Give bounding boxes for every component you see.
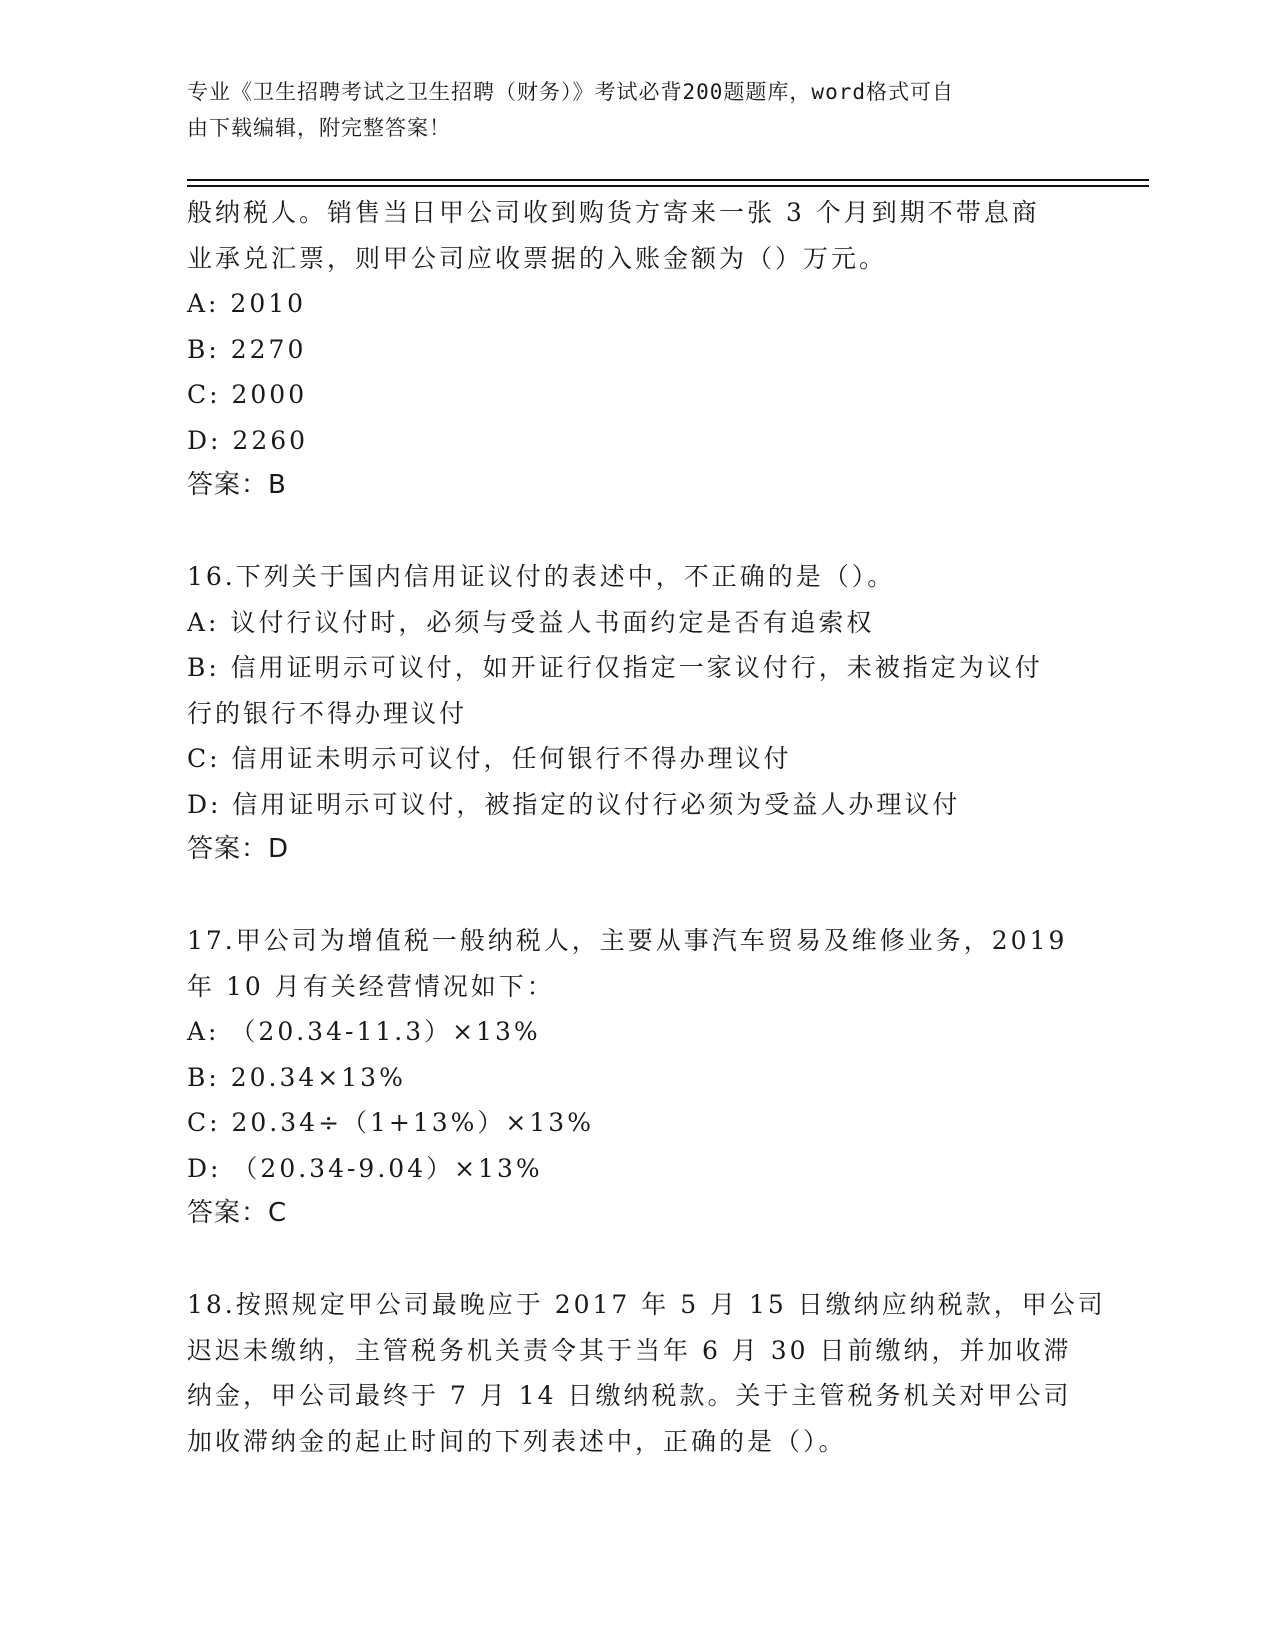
option-a: A: （20.34-11.3）×13% [187,1017,541,1046]
option-b: B: 20.34×13% [187,1062,406,1092]
question-stem-line: 业承兑汇票，则甲公司应收票据的入账金额为（）万元。 [187,243,888,273]
option-c: C: 2000 [187,380,308,409]
header-title-line-1: 专业《卫生招聘考试之卫生招聘（财务）》考试必背200题题库，word格式可自 [187,80,954,104]
option-a: A: 2010 [187,289,307,318]
answer-line: 答案：D [187,834,290,864]
answer-line: 答案：C [187,1198,288,1228]
question-stem-line: 般纳税人。销售当日甲公司收到购货方寄来一张 3 个月到期不带息商 [187,198,1040,227]
document-header [187,74,1067,146]
header-title-line-2: 由下载编辑，附完整答案！ [187,116,451,140]
question-spacer [187,1237,1087,1283]
question-stem-line: 年 10 月有关经营情况如下： [187,971,555,1001]
question-15-block [187,190,1087,509]
option-b-continuation: 行的银行不得办理议付 [187,698,468,728]
question-18-block [187,1282,1106,1464]
option-a: A: 议付行议付时，必须与受益人书面约定是否有追索权 [187,607,875,637]
header-divider-top [187,179,1149,181]
option-c: C: 信用证未明示可议付，任何银行不得办理议付 [187,744,792,773]
header-divider-bottom [187,185,1149,187]
answer-line: 答案：B [187,470,287,500]
option-d: D: 信用证明示可议付，被指定的议付行必须为受益人办理议付 [187,789,961,819]
question-stem-line: 加收滞纳金的起止时间的下列表述中，正确的是（）。 [187,1426,847,1456]
option-d: D: 2260 [187,425,309,455]
question-stem-line: 纳金，甲公司最终于 7 月 14 日缴纳税款。关于主管税务机关对甲公司 [187,1381,1072,1410]
option-b: B: 2270 [187,334,307,364]
question-spacer [187,509,1087,555]
option-d: D: （20.34-9.04）×13% [187,1153,543,1183]
question-stem-line: 17.甲公司为增值税一般纳税人，主要从事汽车贸易及维修业务，2019 [187,926,1068,955]
document-body [187,190,1106,1464]
option-c: C: 20.34÷（1+13%）×13% [187,1108,594,1137]
question-stem-line: 18.按照规定甲公司最晚应于 2017 年 5 月 15 日缴纳应纳税款，甲公司 [187,1290,1106,1319]
question-16-block [187,554,1087,873]
question-stem-line: 16.下列关于国内信用证议付的表述中，不正确的是（）。 [187,562,896,591]
question-stem-line: 迟迟未缴纳，主管税务机关责令其于当年 6 月 30 日前缴纳，并加收滞 [187,1335,1072,1365]
question-spacer [187,873,1087,919]
question-17-block [187,918,1087,1237]
option-b: B: 信用证明示可议付，如开证行仅指定一家议付行，未被指定为议付 [187,653,1043,682]
